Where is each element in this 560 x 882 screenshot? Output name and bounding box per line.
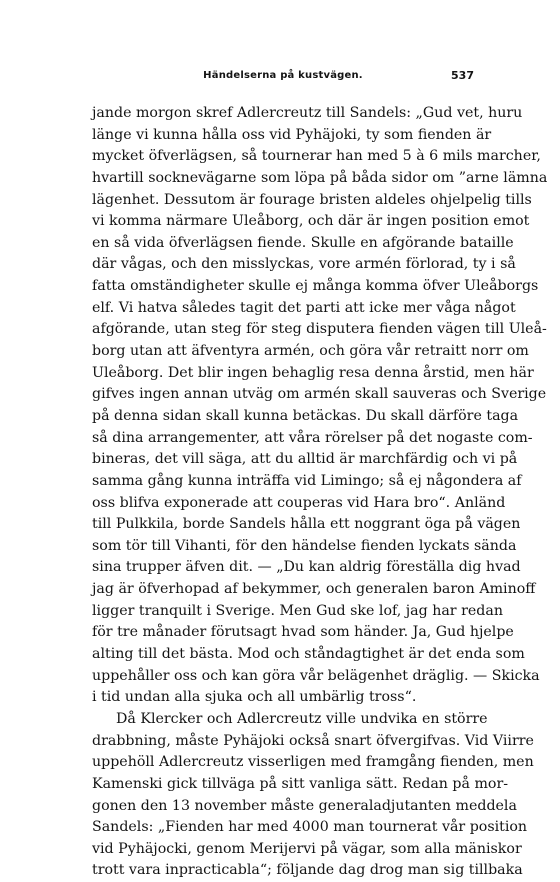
text-line: hvartill socknevägarne som löpa på båda sidor om ”arne lämna — [92, 169, 548, 186]
text-line: vid Pyhäjocki, genom Merijervi på vägar, som alla mäniskor — [92, 840, 522, 857]
text-line: så dina arrangementer, att våra rörelser på det nogaste com- — [92, 429, 533, 446]
text-line: Uleåborg. Det blir ingen behaglig resa denna årstid, men här — [92, 364, 534, 381]
text-line: alting till det bästa. Mod och ståndagtighet är det enda som — [92, 646, 525, 663]
page-number: 537 — [451, 69, 474, 82]
text-line: borg utan att äfventyra armén, och göra vår retraitt norr om — [92, 343, 529, 360]
running-header — [92, 66, 474, 86]
text-line: gifves ingen annan utväg om armén skall sauveras och Sverige — [92, 386, 547, 403]
text-line: bineras, det vill säga, att du alltid är marchfärdig och vi på — [92, 451, 518, 468]
text-line: där vågas, och den misslyckas, vore armén förlorad, ty i så — [92, 256, 516, 273]
text-line: mycket öfverlägsen, så tournerar han med 5 à 6 mils marcher, — [92, 148, 541, 165]
text-line: ligger tranquilt i Sverige. Men Gud ske lof, jag har redan — [92, 602, 503, 619]
running-title: Händelserna på kustvägen. — [203, 70, 363, 81]
text-line: oss blifva exponerade att couperas vid Hara bro“. Anländ — [92, 494, 506, 511]
text-line: på denna sidan skall kunna betäckas. Du skall därföre taga — [92, 407, 519, 424]
text-line: gonen den 13 november måste generaladjutanten meddela — [92, 797, 517, 814]
text-line: lägenhet. Dessutom är fourage bristen aldeles ohjelpelig tills — [92, 191, 532, 208]
paragraph-start-line: Då Klercker och Adlercreutz ville undvika en större — [116, 710, 488, 727]
text-line: afgörande, utan steg för steg disputera fienden vägen till Uleå- — [92, 321, 547, 338]
text-line: elf. Vi hatva således tagit det parti att icke mer våga något — [92, 299, 516, 316]
text-line: till Pulkkila, borde Sandels hålla ett noggrant öga på vägen — [92, 516, 521, 533]
text-line: drabbning, måste Pyhäjoki också snart öfvergifvas. Vid Viirre — [92, 732, 534, 749]
text-line: trott vara inpracticabla“; följande dag drog man sig tillbaka — [92, 862, 523, 879]
text-line: Kamenski gick tillväga på sitt vanliga sätt. Redan på mor- — [92, 775, 509, 792]
text-line: länge vi kunna hålla oss vid Pyhäjoki, ty som fienden är — [92, 126, 492, 143]
text-line: som tör till Vihanti, för den händelse fienden lyckats sända — [92, 537, 517, 554]
text-line: sina trupper äfven dit. — „Du kan aldrig föreställa dig hvad — [92, 559, 521, 576]
text-line: en så vida öfverlägsen fiende. Skulle en afgörande bataille — [92, 234, 514, 251]
text-line: för tre månader förutsagt hvad som händer. Ja, Gud hjelpe — [92, 624, 514, 641]
text-line: jag är öfverhopad af bekymmer, och generalen baron Aminoff — [92, 581, 536, 598]
body-text — [92, 103, 548, 882]
text-line: uppehöll Adlercreutz visserligen med framgång fienden, men — [92, 754, 534, 771]
text-line: jande morgon skref Adlercreutz till Sandels: „Gud vet, huru — [92, 105, 523, 121]
text-line: vi komma närmare Uleåborg, och där är ingen position emot — [92, 213, 530, 230]
text-line: samma gång kunna inträffa vid Limingo; så ej någondera af — [92, 472, 522, 489]
paragraph-end-line: i tid undan alla sjuka och all umbärlig tross“. — [92, 689, 417, 706]
text-line: fatta omständigheter skulle ej många komma öfver Uleåborgs — [92, 278, 539, 295]
text-line: Sandels: „Fienden har med 4000 man tournerat vår position — [92, 819, 528, 836]
text-line: uppehåller oss och kan göra vår belägenhet dräglig. — Skicka — [92, 667, 540, 684]
